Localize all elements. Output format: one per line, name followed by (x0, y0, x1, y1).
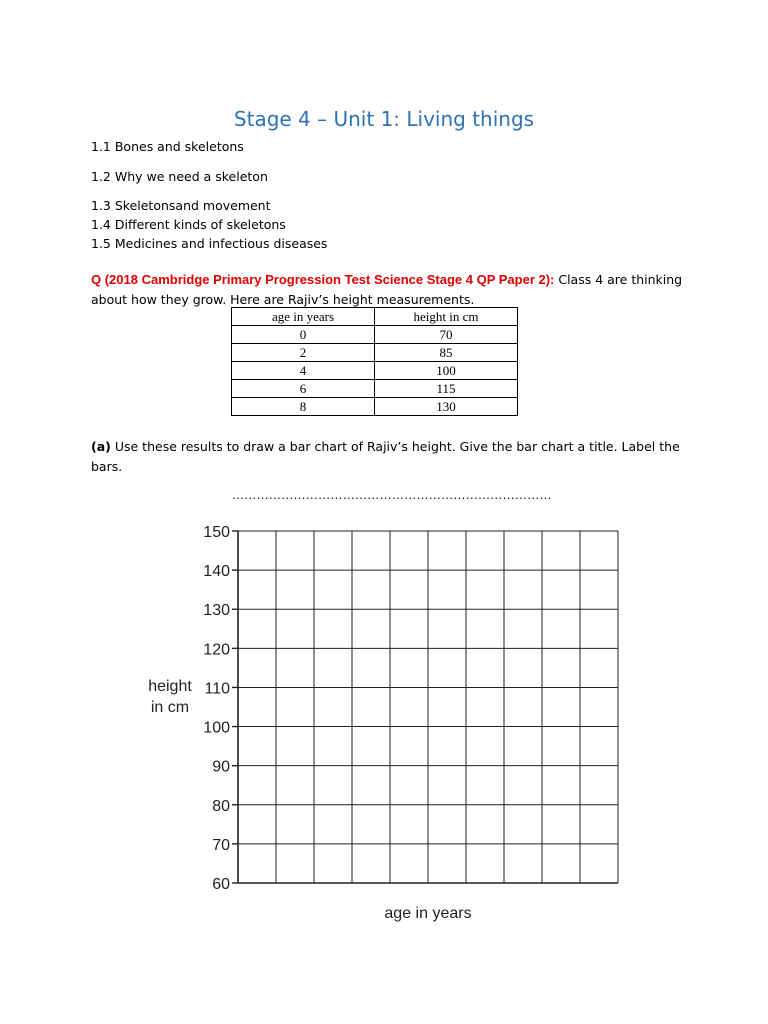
table-cell: 4 (232, 362, 375, 380)
y-tick-label: 90 (212, 758, 230, 776)
table-cell: 8 (232, 398, 375, 416)
x-axis-label: age in years (384, 905, 472, 922)
y-axis-label-line2: in cm (150, 699, 190, 716)
table-cell: 130 (375, 398, 518, 416)
table-cell: 2 (232, 344, 375, 362)
table-cell: 0 (232, 326, 375, 344)
y-tick-label: 80 (212, 797, 230, 815)
unit-item: 1.3 Skeletonsand movement (91, 198, 271, 213)
unit-item: 1.1 Bones and skeletons (91, 139, 244, 154)
table-header: height in cm (375, 308, 518, 326)
part-a-label: (a) (91, 439, 111, 454)
y-tick-label: 100 (203, 719, 230, 737)
question-source: Q (2018 Cambridge Primary Progression Test Science Stage 4 QP Paper 2): (91, 272, 555, 287)
y-tick-label: 150 (203, 524, 230, 541)
table-cell: 115 (375, 380, 518, 398)
unit-item: 1.5 Medicines and infectious diseases (91, 236, 328, 251)
table-cell: 100 (375, 362, 518, 380)
table-cell: 70 (375, 326, 518, 344)
y-tick-label: 70 (212, 836, 230, 854)
chart-grid (238, 531, 618, 883)
table-header: age in years (232, 308, 375, 326)
table-cell: 6 (232, 380, 375, 398)
y-tick-label: 120 (203, 641, 230, 659)
y-tick-label: 60 (212, 876, 230, 893)
chart-y-ticks (203, 524, 238, 893)
question-body: Class 4 are thinking about how they grow. Here are Rajiv’s height measurements. (91, 272, 683, 307)
table-cell: 85 (375, 344, 518, 362)
y-tick-label: 140 (203, 563, 230, 581)
chart-title-answer-line[interactable]: …………………………………………………………………… (232, 488, 552, 502)
y-tick-label: 110 (204, 680, 230, 698)
page-title: Stage 4 – Unit 1: Living things (233, 107, 535, 131)
y-axis-label-line1: height (148, 678, 192, 695)
unit-item: 1.4 Different kinds of skeletons (91, 217, 286, 232)
y-tick-label: 130 (203, 602, 230, 620)
unit-item: 1.2 Why we need a skeleton (91, 169, 268, 184)
part-a-text: Use these results to draw a bar chart of Rajiv’s height. Give the bar chart a title. Label the bars. (91, 439, 680, 474)
